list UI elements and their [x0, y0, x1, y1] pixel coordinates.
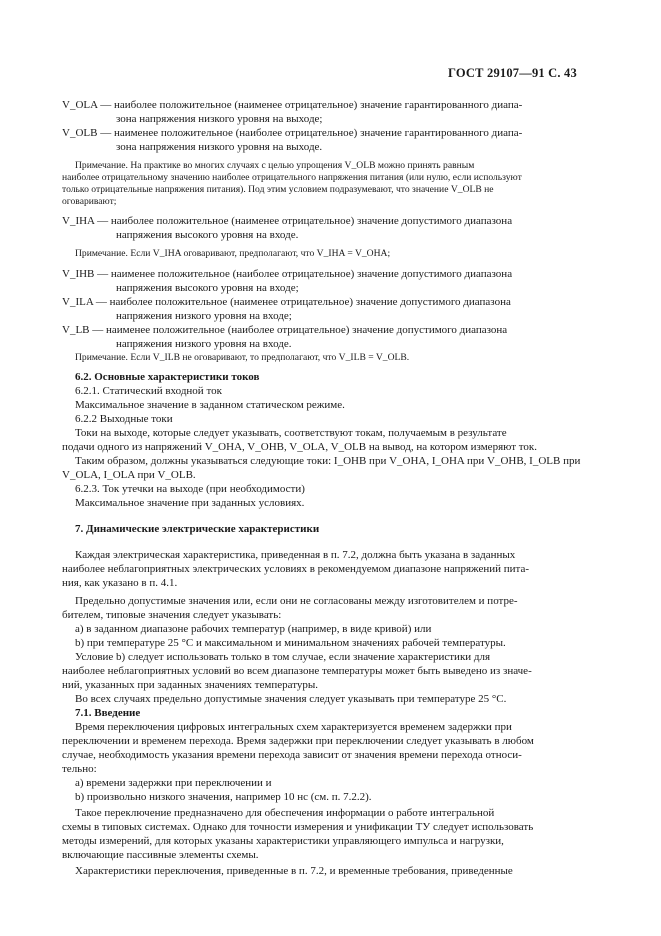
note-line: только отрицательные напряжения питания). Под этим условием подразумевают, что значение V_OLB не	[62, 184, 494, 195]
paragraph-line: подачи одного из напряжений V_OHA, V_OHB, V_OLA, V_OLB на вывод, на котором измеряют ток.	[62, 441, 538, 453]
paragraph-line: Характеристики переключения, приведенные в п. 7.2, и временные требования, приведенные	[75, 865, 513, 877]
definition-line: зона напряжения низкого уровня на выходе.	[116, 141, 323, 153]
section-heading: 7.1. Введение	[75, 707, 141, 719]
paragraph-line: Такое переключение предназначено для обеспечения информации о работе интегральной	[75, 807, 495, 819]
paragraph-line: методы измерений, для которых указаны характеристики управляющего импульса и нагрузки,	[62, 835, 504, 847]
subsection-heading: 6.2.1. Статический входной ток	[75, 385, 222, 397]
note-line: Примечание. Если V_ILB не оговаривают, то предполагают, что V_ILB = V_OLB.	[75, 352, 410, 363]
note-line: наиболее отрицательному значению наиболее отрицательного напряжения питания (или нулю, если используют	[62, 172, 522, 183]
paragraph-line: тельно:	[62, 763, 97, 775]
note-line: оговаривают;	[62, 196, 117, 207]
paragraph-line: наиболее неблагоприятных электрических условиях в рекомендуемом диапазоне напряжений пита-	[62, 563, 530, 575]
subsection-heading: 6.2.3. Ток утечки на выходе (при необходимости)	[75, 483, 305, 495]
paragraph-line: наиболее неблагоприятных условий во всем диапазоне температуры может быть выведено из значе-	[62, 665, 532, 677]
paragraph-line: Максимальное значение при заданных условиях.	[75, 497, 305, 509]
definition-line: зона напряжения низкого уровня на выходе;	[116, 113, 323, 125]
paragraph-line: Во всех случаях предельно допустимые значения следует указывать при температуре 25 °С.	[75, 693, 507, 705]
paragraph-line: Каждая электрическая характеристика, приведенная в п. 7.2, должна быть указана в заданных	[75, 549, 516, 561]
definition-line: V_OLA — наиболее положительное (наименее отрицательное) значение гарантированного диапа-	[62, 99, 523, 111]
subsection-heading: 6.2.2 Выходные токи	[75, 413, 173, 425]
paragraph-line: бителем, типовые значения следует указывать:	[62, 609, 282, 621]
definition-line: напряжения низкого уровня на входе.	[116, 338, 292, 350]
page-header: ГОСТ 29107—91 С. 43	[448, 66, 577, 80]
note-line: Примечание. Если V_IHA оговаривают, предполагают, что V_IHA = V_OHA;	[75, 248, 391, 259]
section-heading: 6.2. Основные характеристики токов	[75, 371, 260, 383]
section-heading: 7. Динамические электрические характеристики	[75, 523, 320, 535]
paragraph-line: Таким образом, должны указываться следующие токи: I_OHB при V_OHA, I_OHA при V_OHB, I_OLB при	[75, 455, 581, 467]
definition-line: напряжения высокого уровня на входе;	[116, 282, 299, 294]
list-item: b) при температуре 25 °С и максимальном и минимальном значениях рабочей температуры.	[75, 637, 506, 649]
paragraph-line: включающие пассивные элементы схемы.	[62, 849, 259, 861]
paragraph-line: Максимальное значение в заданном статическом режиме.	[75, 399, 345, 411]
definition-line: V_IHA — наиболее положительное (наименее отрицательное) значение допустимого диапазона	[62, 215, 513, 227]
paragraph-line: Предельно допустимые значения или, если они не согласованы между изготовителем и потре-	[75, 595, 518, 607]
definition-line: V_OLB — наименее положительное (наиболее отрицательное) значение гарантированного диапа-	[62, 127, 523, 139]
paragraph-line: Условие b) следует использовать только в том случае, если значение характеристики для	[75, 651, 491, 663]
paragraph-line: схемы в типовых системах. Однако для точности измерения и унификации ТУ следует использовать	[62, 821, 534, 833]
paragraph-line: случае, необходимость указания времени перехода зависит от значения времени перехода относи-	[62, 749, 522, 761]
note-line: Примечание. На практике во многих случаях с целью упрощения V_OLB можно принять равным	[75, 160, 475, 171]
paragraph-line: ния, как указано в п. 4.1.	[62, 577, 178, 589]
definition-line: V_ILA — наиболее положительное (наименее отрицательное) значение допустимого диапазона	[62, 296, 511, 308]
list-item: а) в заданном диапазоне рабочих температур (например, в виде кривой) или	[75, 623, 432, 635]
definition-line: V_LB — наименее положительное (наиболее отрицательное) значение допустимого диапазона	[62, 324, 508, 336]
list-item: а) времени задержки при переключении и	[75, 777, 272, 789]
list-item: b) произвольно низкого значения, например 10 нс (см. п. 7.2.2).	[75, 791, 372, 803]
paragraph-line: Токи на выходе, которые следует указывать, соответствуют токам, получаемым в результате	[75, 427, 507, 439]
definition-line: напряжения высокого уровня на входе.	[116, 229, 299, 241]
definition-line: V_IHB — наименее положительное (наиболее отрицательное) значение допустимого диапазона	[62, 268, 513, 280]
definition-line: напряжения низкого уровня на входе;	[116, 310, 292, 322]
paragraph-line: ний, указанных при заданных значениях температуры.	[62, 679, 318, 691]
paragraph-line: V_OLA, I_OLA при V_OLB.	[62, 469, 196, 481]
paragraph-line: переключении и временем перехода. Время задержки при переключении следует указывать в любом	[62, 735, 534, 747]
paragraph-line: Время переключения цифровых интегральных схем характеризуется временем задержки при	[75, 721, 512, 733]
